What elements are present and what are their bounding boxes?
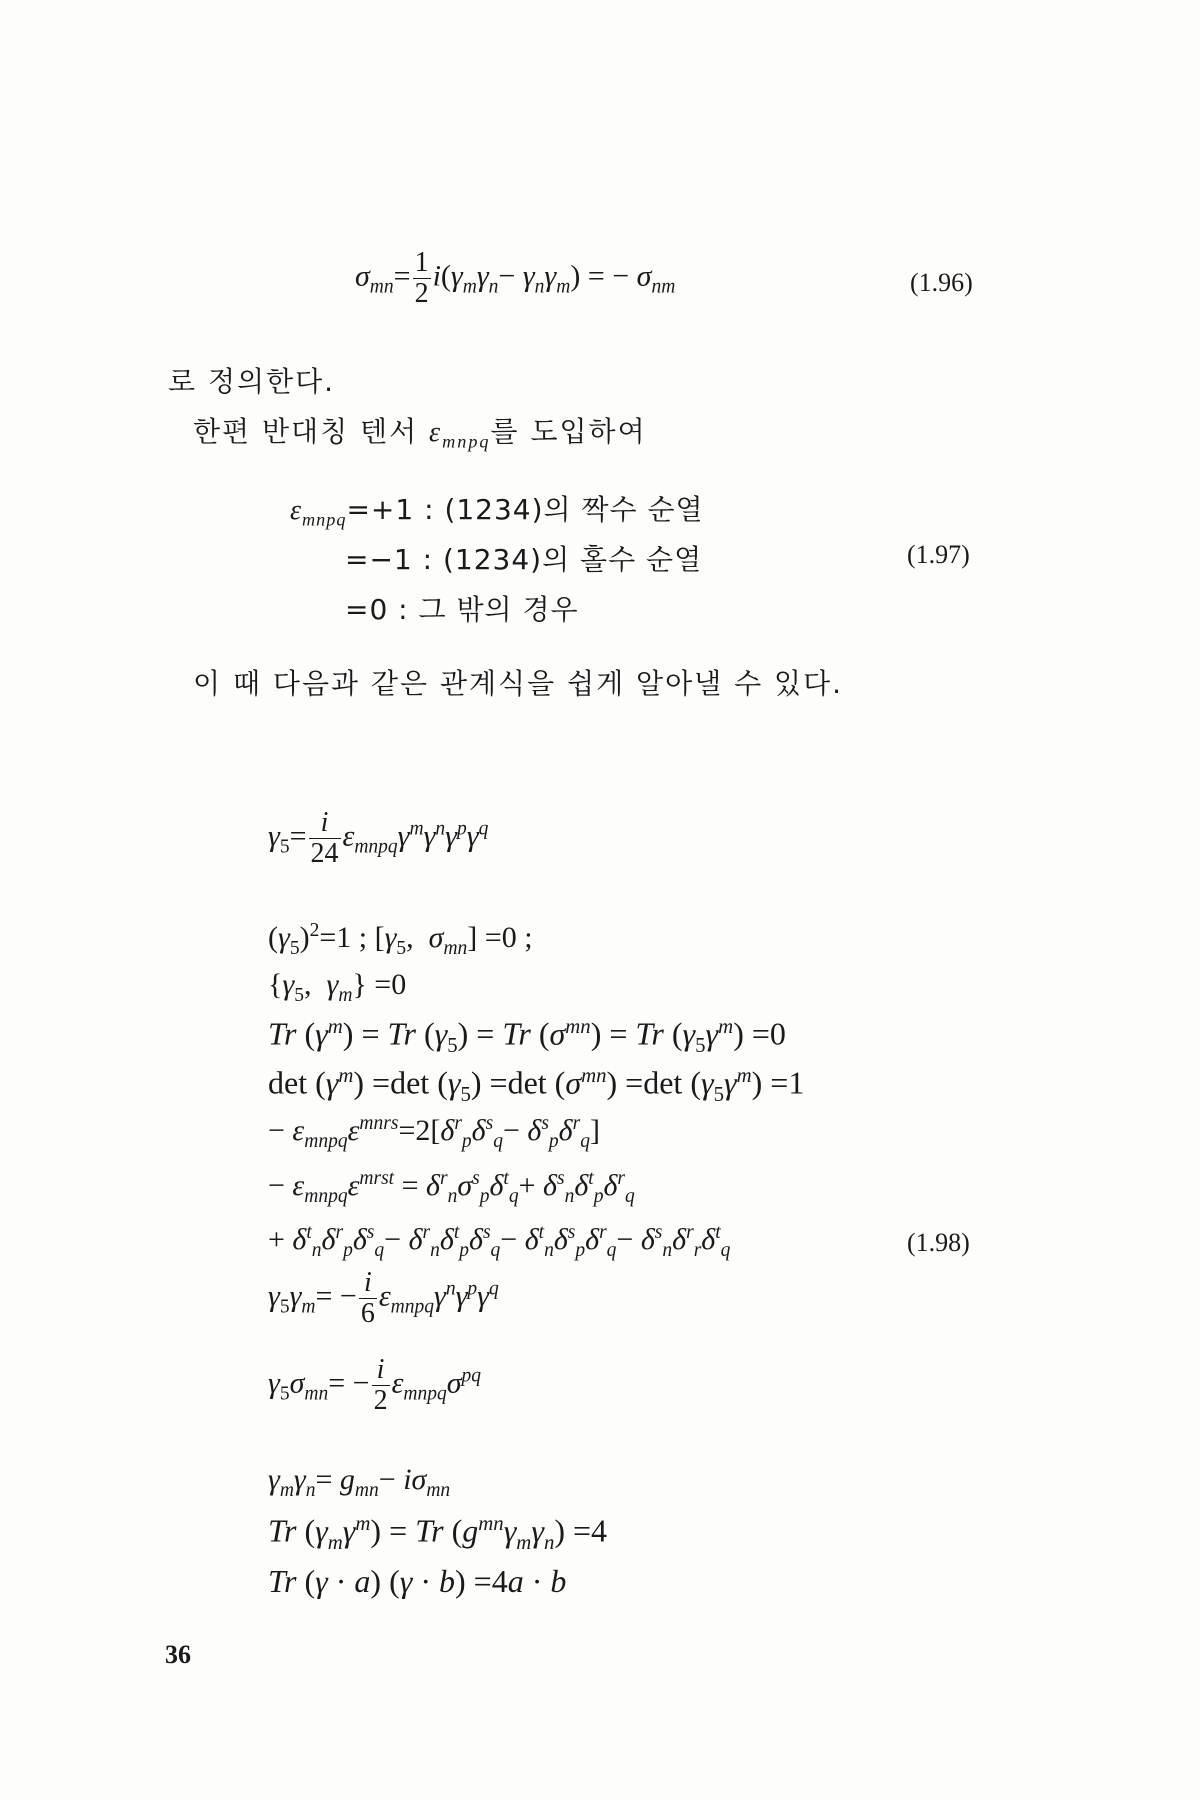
equation-number-1-97: (1.97) (907, 540, 970, 569)
antisymmetric-tensor-line (193, 410, 647, 453)
case-other: =0 : 그 밖의 경우 (345, 593, 579, 626)
trace-dot-product: Tr (γ · a) (γ · b) =4a · b (268, 1563, 567, 1599)
fraction-one-half: $\frac{1}{2}$ (414, 247, 429, 309)
epsilon-contraction-one-cont: + $\delta^t_n\delta^r_p\delta^s_q- \delta^r_n\delta^t_p\delta^s_q- \delta^t_n\delta^s_p\delta^r_q- \delta^s_n\delta^r_r\delta^t_q$ (268, 1222, 731, 1261)
determinant-identities: $\det (\gamma^m) =\det$ $(\gamma_5) =\det$ $(\sigma^{mn}) =\det$ $(\gamma_5\gamma^m) =1$ (268, 1064, 805, 1107)
epsilon-symbol: $\varepsilon_{mnpq}$ (429, 417, 491, 452)
equation-1-96: $\sigma_{mn}=$ $\frac{1}{2}$ $i(\gamma_m\gamma_n- \gamma_n\gamma_m)$ = − $\sigma_{nm}$ (355, 247, 676, 309)
case-even: $\varepsilon_{mnpq}=+1$ : (1234)의 짝수 순열 (290, 493, 704, 530)
epsilon-contraction-one: − $\varepsilon_{mnpq}\varepsilon^{mrst} = \delta^r_n\sigma^s_p\delta^t_q+ \delta^s_n\delta^t_p\delta^r_q$ (268, 1168, 635, 1207)
equation-1-97 (290, 488, 704, 628)
epsilon-contraction-two: − $\varepsilon_{mnpq}\varepsilon^{mnrs}=2[\delta^r_p\delta^s_q- \delta^s_p\delta^r_q]$ (268, 1113, 600, 1152)
epsilon-lhs: $\varepsilon_{mnpq}$ (290, 495, 347, 530)
equation-number-1-96: (1.96) (910, 268, 973, 297)
case-odd: =−1 : (1234)의 홀수 순열 (345, 543, 703, 576)
gamma5-anticommutator: {$\gamma_5$, $\gamma_m\} =0$ (268, 968, 407, 1006)
defined-text: 로 정의한다. (168, 365, 336, 398)
equation-number-1-98: (1.98) (907, 1228, 970, 1257)
gamma5-definition: $\gamma_5=$ $\frac{i}{24}$ $\varepsilon_{mnpq}\gamma^m\gamma^n\gamma^p\gamma^q$ (268, 807, 489, 869)
antisym-text-post: 를 도입하여 (490, 415, 647, 448)
trace-gamma-gamma: Tr $(\gamma_m\gamma^m) = Tr$ $(g^{mn}\gamma_m\gamma_n) =4$ (268, 1512, 608, 1555)
gamma5-sigma-mn: $\gamma_5\sigma_{mn}=$ − $\frac{i}{2}$ $\varepsilon_{mnpq}\sigma^{pq}$ (268, 1354, 482, 1416)
page-number: 36 (165, 1640, 191, 1669)
relations-text: 이 때 다음과 같은 관계식을 쉽게 알아낼 수 있다. (193, 667, 844, 700)
gamma5-square-commutator: $(\gamma_5)^2=1$ ; [$\gamma_5$, $\sigma_{mn}] =0$ ; (268, 920, 533, 959)
antisym-text-pre: 한편 반대칭 텐서 (193, 415, 430, 448)
gamma5-gamma-m: $\gamma_5\gamma_m=$ − $\frac{i}{6}$ $\varepsilon_{mnpq}\gamma^n\gamma^p\gamma^q$ (268, 1267, 499, 1329)
trace-identities: Tr $(\gamma^m) = Tr$ $(\gamma_5) = Tr$ $(\sigma^{mn}) = Tr$ $(\gamma_5\gamma^m) =0$ (268, 1015, 786, 1058)
gamma-product: $\gamma_m\gamma_n= g_{mn}- i\sigma_{mn}$ (268, 1463, 451, 1501)
